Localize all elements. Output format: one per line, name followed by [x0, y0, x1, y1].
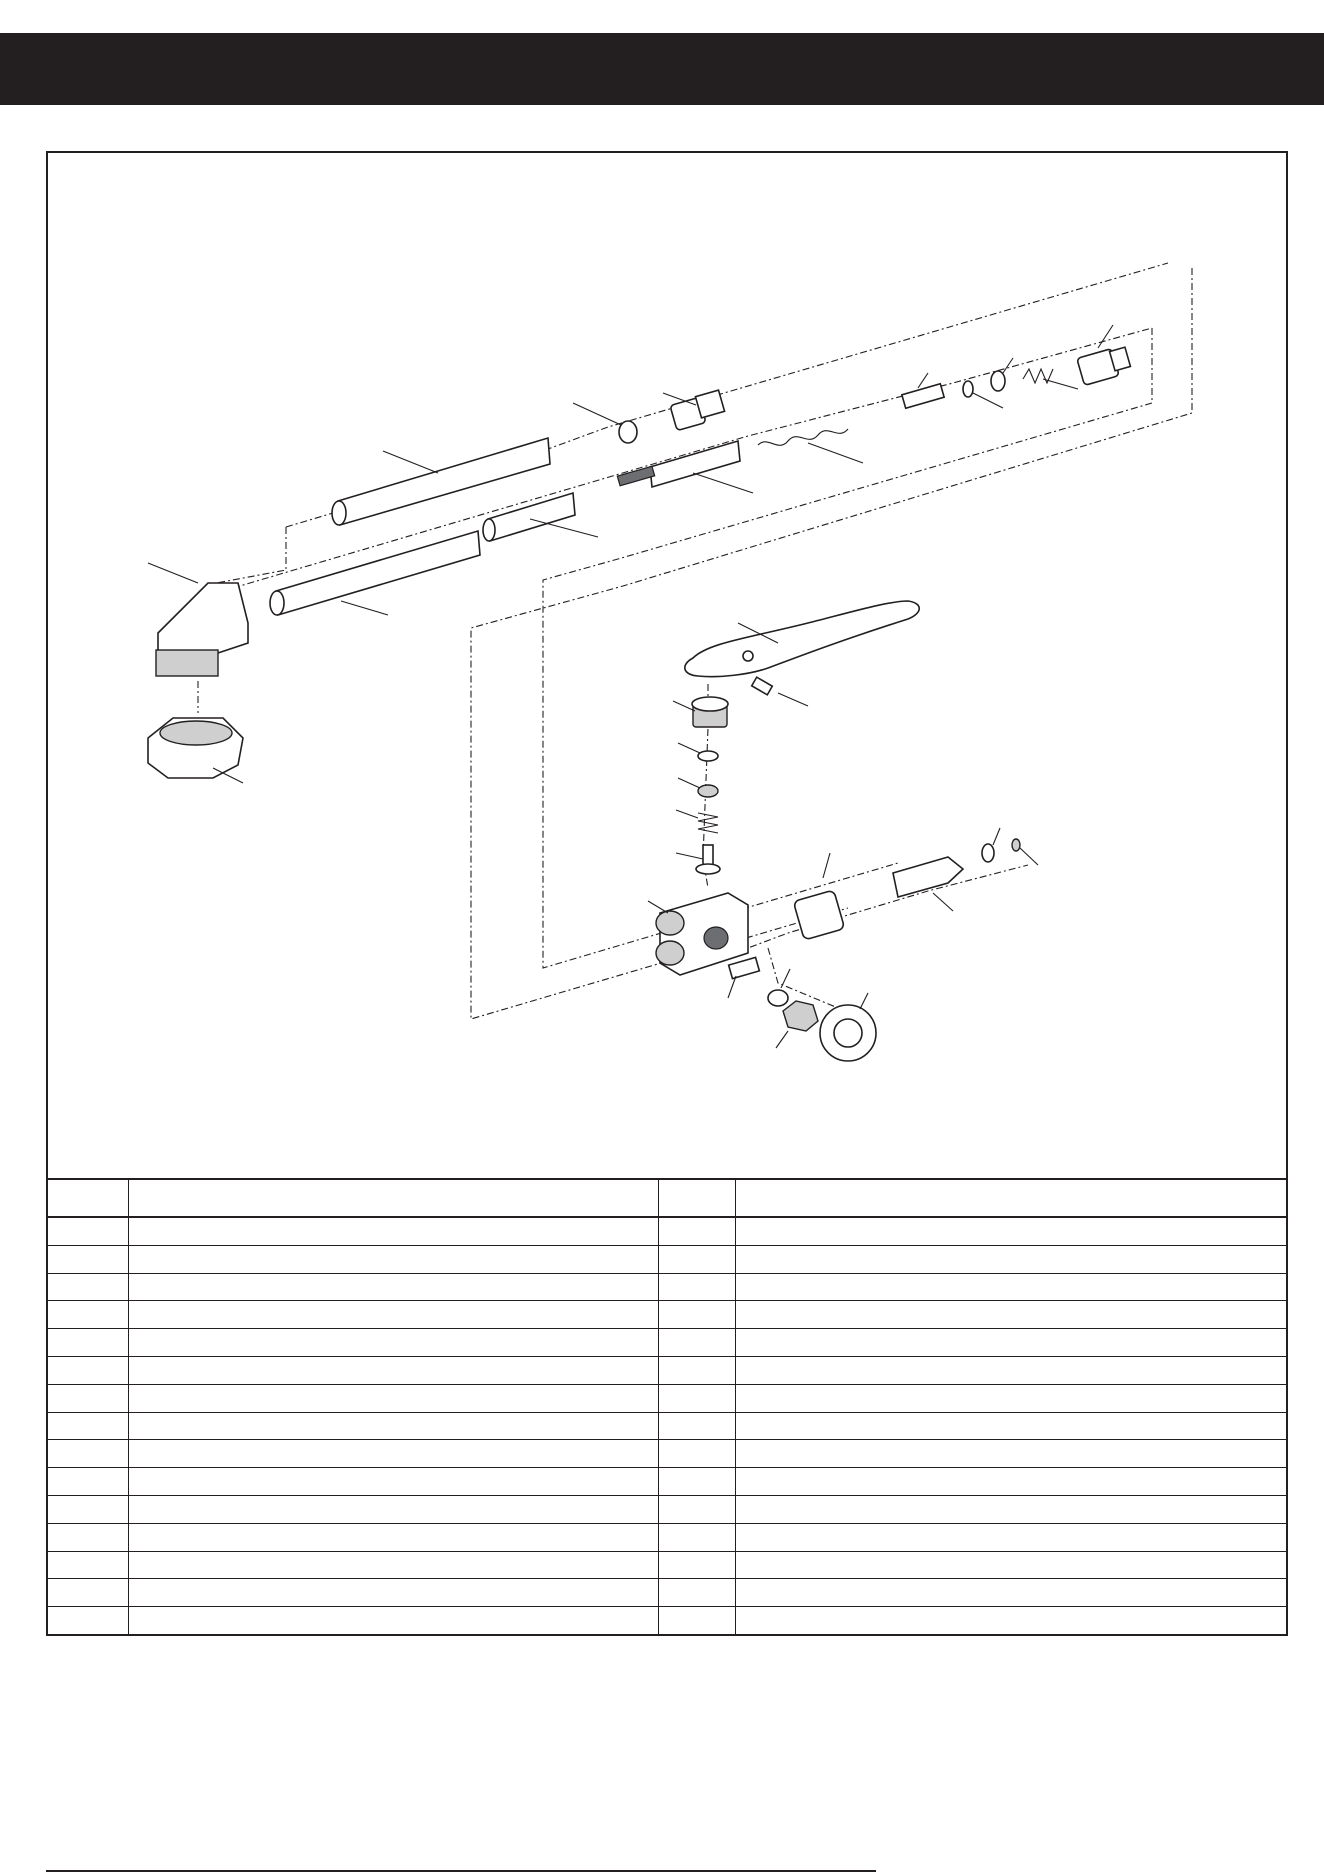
table-cell: [735, 1495, 1286, 1523]
table-cell: [128, 1384, 658, 1412]
table-row: [48, 1468, 1286, 1496]
table-cell: [735, 1468, 1286, 1496]
trigger-lever: [685, 601, 919, 677]
hex-nut: [148, 718, 243, 783]
table-cell: [48, 1607, 128, 1634]
table-cell: [128, 1356, 658, 1384]
table-cell: [658, 1245, 735, 1273]
table-cell: [128, 1468, 658, 1496]
table-cell: [658, 1468, 735, 1496]
table-cell: [658, 1412, 735, 1440]
table-row: [48, 1245, 1286, 1273]
table-cell: [128, 1495, 658, 1523]
lower-tube: [270, 531, 480, 615]
valve-fitting: [793, 853, 844, 940]
table-row: [48, 1301, 1286, 1329]
table-cell: [735, 1356, 1286, 1384]
table-cell: [128, 1412, 658, 1440]
table-row: [48, 1356, 1286, 1384]
table-row: [48, 1495, 1286, 1523]
table-cell: [128, 1440, 658, 1468]
table-row: [48, 1412, 1286, 1440]
valve-nut: [673, 697, 728, 727]
short-tube: [483, 493, 598, 541]
table-cell: [128, 1551, 658, 1579]
table-cell: [48, 1245, 128, 1273]
table-row: [48, 1384, 1286, 1412]
air-inlet-fitting: [663, 390, 725, 431]
table-cell: [48, 1329, 128, 1357]
o-ring: [991, 358, 1013, 391]
valve-stem: [676, 845, 720, 874]
valve-spring: [676, 810, 718, 833]
table-cell: [735, 1579, 1286, 1607]
table-cell: [48, 1495, 128, 1523]
table-row: [48, 1273, 1286, 1301]
table-row: [48, 1523, 1286, 1551]
connector-o-ring: [982, 828, 1000, 862]
table-cell: [128, 1217, 658, 1245]
table-cell: [658, 1301, 735, 1329]
table-cell: [128, 1523, 658, 1551]
table-cell: [658, 1495, 735, 1523]
table-cell: [128, 1273, 658, 1301]
valve-body: [648, 893, 748, 975]
table-cell: [658, 1551, 735, 1579]
needle-chuck: [902, 373, 944, 408]
table-cell: [735, 1384, 1286, 1412]
header-cell: [48, 1179, 128, 1217]
table-cell: [128, 1329, 658, 1357]
header-cell: [735, 1179, 1286, 1217]
table-cell: [735, 1245, 1286, 1273]
table-cell: [48, 1384, 128, 1412]
air-stem: [728, 957, 759, 998]
table-cell: [658, 1217, 735, 1245]
connector-washer: [1012, 839, 1038, 865]
table-cell: [658, 1440, 735, 1468]
table-row: [48, 1329, 1286, 1357]
header-cell: [128, 1179, 658, 1217]
table-cell: [48, 1551, 128, 1579]
table-cell: [735, 1440, 1286, 1468]
table-cell: [48, 1523, 128, 1551]
coil-spring: [1023, 369, 1078, 389]
table-cell: [658, 1579, 735, 1607]
exploded-parts-diagram: [48, 153, 1286, 1177]
table-cell: [128, 1607, 658, 1634]
table-cell: [658, 1384, 735, 1412]
table-cell: [658, 1523, 735, 1551]
table-cell: [48, 1440, 128, 1468]
table-row: [48, 1579, 1286, 1607]
header-title: [0, 53, 40, 84]
table-cell: [735, 1607, 1286, 1634]
table-row: [48, 1440, 1286, 1468]
table-cell: [48, 1412, 128, 1440]
table-cell: [48, 1579, 128, 1607]
table-cell: [735, 1523, 1286, 1551]
needle-tube: [617, 441, 753, 493]
table-cell: [735, 1301, 1286, 1329]
table-cell: [128, 1579, 658, 1607]
small-ring: [573, 403, 637, 443]
exploded-view-panel: [46, 151, 1288, 1636]
trigger-pin: [752, 677, 808, 706]
table-header-row: [48, 1179, 1286, 1217]
lock-nut: [776, 1001, 818, 1048]
table-row: [48, 1551, 1286, 1579]
table-cell: [735, 1329, 1286, 1357]
header-bar: [0, 33, 1324, 105]
parts-list-table: [48, 1178, 1286, 1634]
table-row: [48, 1607, 1286, 1634]
valve-washer-2: [678, 778, 718, 797]
header-cell: [658, 1179, 735, 1217]
table-cell: [658, 1329, 735, 1357]
adjusting-knob: [820, 993, 876, 1061]
stem-washer: [768, 969, 790, 1006]
table-cell: [48, 1273, 128, 1301]
hose-connector: [893, 857, 963, 911]
table-cell: [658, 1273, 735, 1301]
twisted-spring: [758, 429, 863, 463]
table-cell: [735, 1217, 1286, 1245]
end-fitting: [1077, 325, 1131, 385]
valve-washer-1: [678, 743, 718, 761]
table-cell: [735, 1412, 1286, 1440]
table-cell: [128, 1245, 658, 1273]
table-cell: [48, 1301, 128, 1329]
table-cell: [658, 1356, 735, 1384]
table-cell: [48, 1217, 128, 1245]
table-cell: [128, 1301, 658, 1329]
table-cell: [735, 1551, 1286, 1579]
table-cell: [48, 1468, 128, 1496]
table-cell: [735, 1273, 1286, 1301]
table-row: [48, 1217, 1286, 1245]
table-cell: [48, 1356, 128, 1384]
table-cell: [658, 1607, 735, 1634]
